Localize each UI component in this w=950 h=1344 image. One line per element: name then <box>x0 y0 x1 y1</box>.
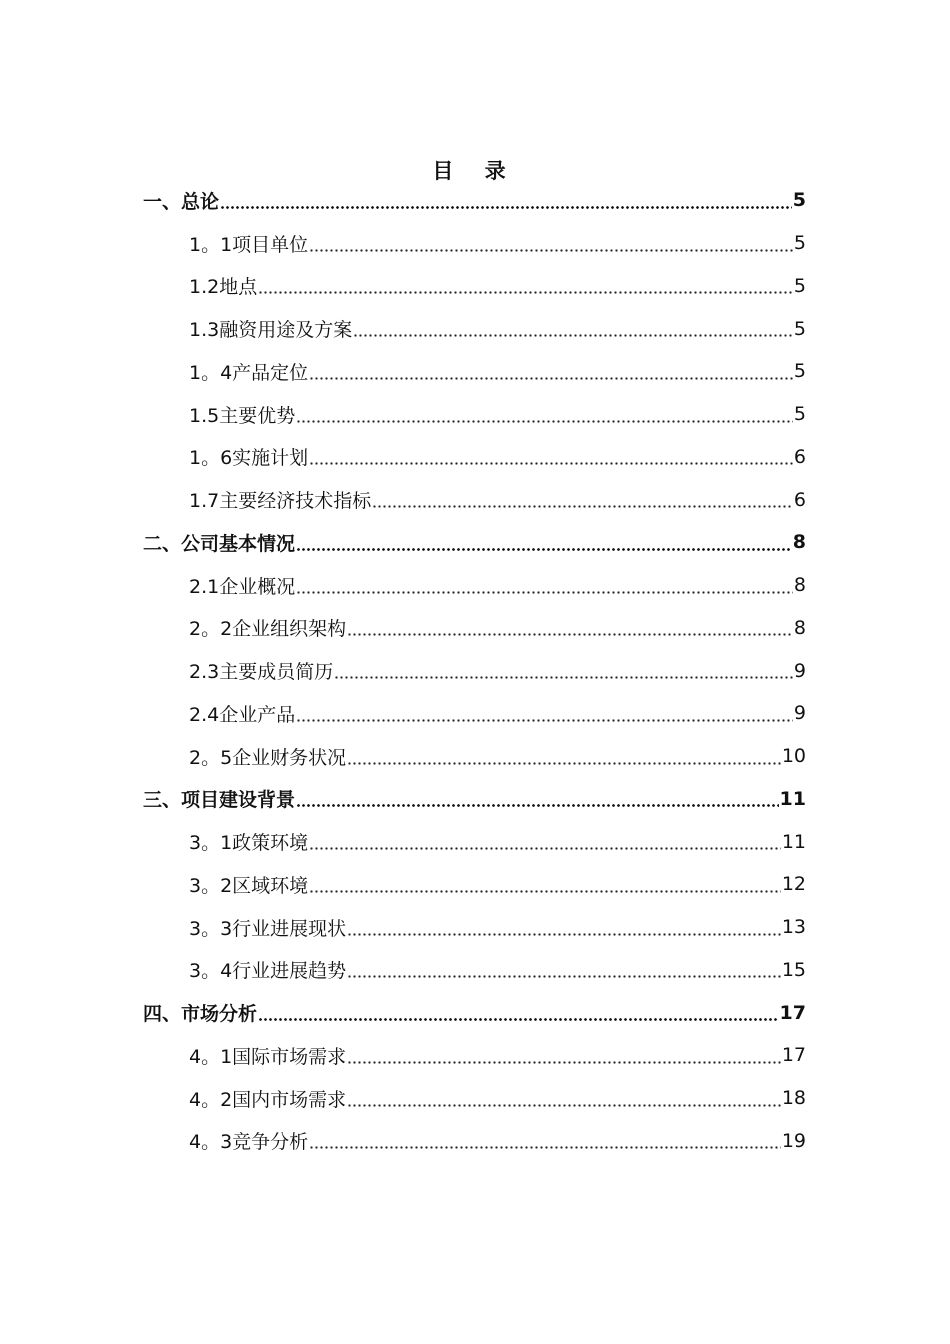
toc-entry-page-number: 11 <box>781 830 806 853</box>
toc-entry-page-number: 6 <box>793 445 806 468</box>
toc-dot-leader <box>296 702 793 725</box>
toc-dot-leader <box>220 189 792 212</box>
toc-entry-page-number: 9 <box>793 659 806 682</box>
toc-chapter-entry[interactable] <box>143 179 806 222</box>
toc-entry-page-number: 9 <box>793 702 806 725</box>
toc-entry-label: 3。1政策环境 <box>189 832 309 855</box>
toc-dot-leader <box>347 916 781 939</box>
toc-section-entry[interactable] <box>143 906 806 949</box>
toc-entry-label: 1.2地点 <box>189 276 258 299</box>
toc-section-entry[interactable] <box>143 1077 806 1120</box>
toc-dot-leader <box>353 317 793 340</box>
toc-dot-leader <box>309 232 793 255</box>
toc-entry-label: 2.3主要成员简历 <box>189 661 334 684</box>
toc-section-entry[interactable] <box>143 350 806 393</box>
toc-entry-page-number: 5 <box>793 360 806 383</box>
toc-dot-leader <box>296 787 779 810</box>
toc-entry-label: 四、市场分析 <box>143 1003 258 1026</box>
toc-section-entry[interactable] <box>143 393 806 436</box>
toc-dot-leader <box>309 830 781 853</box>
toc-entry-label: 三、项目建设背景 <box>143 789 296 812</box>
toc-entry-label: 1。1项目单位 <box>189 233 309 256</box>
toc-dot-leader <box>309 360 793 383</box>
toc-dot-leader <box>258 274 793 297</box>
toc-title: 目 录 <box>432 159 518 183</box>
toc-dot-leader <box>309 1129 781 1152</box>
toc-entry-label: 3。3行业进展现状 <box>189 917 347 940</box>
toc-list <box>143 179 806 1162</box>
toc-section-entry[interactable] <box>143 1034 806 1077</box>
toc-dot-leader <box>347 616 793 639</box>
toc-entry-page-number: 17 <box>779 1001 806 1024</box>
toc-entry-label: 4。1国际市场需求 <box>189 1045 347 1068</box>
toc-section-entry[interactable] <box>143 949 806 992</box>
toc-chapter-entry[interactable] <box>143 778 806 821</box>
toc-entry-page-number: 8 <box>792 531 806 554</box>
toc-entry-label: 一、总论 <box>143 190 220 213</box>
toc-entry-page-number: 17 <box>781 1044 806 1067</box>
toc-entry-page-number: 11 <box>779 787 806 810</box>
toc-section-entry[interactable] <box>143 607 806 650</box>
toc-chapter-entry[interactable] <box>143 521 806 564</box>
toc-entry-page-number: 10 <box>781 745 806 768</box>
toc-dot-leader <box>309 873 781 896</box>
toc-section-entry[interactable] <box>143 265 806 308</box>
toc-dot-leader <box>347 1044 781 1067</box>
toc-entry-page-number: 18 <box>781 1087 806 1110</box>
toc-section-entry[interactable] <box>143 436 806 479</box>
toc-entry-page-number: 12 <box>781 873 806 896</box>
toc-section-entry[interactable] <box>143 478 806 521</box>
toc-dot-leader <box>296 574 793 597</box>
toc-entry-label: 4。2国内市场需求 <box>189 1088 347 1111</box>
toc-entry-label: 1。6实施计划 <box>189 447 309 470</box>
toc-section-entry[interactable] <box>143 820 806 863</box>
toc-entry-label: 3。2区域环境 <box>189 874 309 897</box>
toc-dot-leader <box>258 1001 779 1024</box>
toc-dot-leader <box>296 403 793 426</box>
toc-entry-page-number: 19 <box>781 1129 806 1152</box>
toc-section-entry[interactable] <box>143 564 806 607</box>
toc-dot-leader <box>347 958 781 981</box>
toc-section-entry[interactable] <box>143 307 806 350</box>
toc-entry-page-number: 8 <box>793 616 806 639</box>
toc-entry-label: 2.4企业产品 <box>189 703 296 726</box>
toc-entry-label: 2。5企业财务状况 <box>189 746 347 769</box>
toc-entry-page-number: 13 <box>781 916 806 939</box>
toc-section-entry[interactable] <box>143 863 806 906</box>
toc-section-entry[interactable] <box>143 692 806 735</box>
toc-entry-page-number: 8 <box>793 574 806 597</box>
toc-entry-label: 4。3竞争分析 <box>189 1131 309 1154</box>
toc-entry-page-number: 5 <box>792 189 806 212</box>
toc-dot-leader <box>347 745 781 768</box>
toc-entry-label: 1.3融资用途及方案 <box>189 319 353 342</box>
toc-dot-leader <box>309 445 793 468</box>
toc-section-entry[interactable] <box>143 649 806 692</box>
toc-dot-leader <box>296 531 792 554</box>
toc-entry-label: 2.1企业概况 <box>189 575 296 598</box>
toc-entry-label: 2。2企业组织架构 <box>189 618 347 641</box>
toc-entry-page-number: 15 <box>781 958 806 981</box>
toc-entry-label: 1.7主要经济技术指标 <box>189 490 372 513</box>
toc-entry-page-number: 5 <box>793 274 806 297</box>
toc-entry-page-number: 5 <box>793 232 806 255</box>
toc-section-entry[interactable] <box>143 222 806 265</box>
toc-dot-leader <box>347 1087 781 1110</box>
toc-entry-label: 1。4产品定位 <box>189 361 309 384</box>
toc-entry-page-number: 5 <box>793 403 806 426</box>
toc-chapter-entry[interactable] <box>143 991 806 1034</box>
toc-entry-label: 3。4行业进展趋势 <box>189 960 347 983</box>
toc-section-entry[interactable] <box>143 735 806 778</box>
toc-entry-label: 1.5主要优势 <box>189 404 296 427</box>
toc-dot-leader <box>372 488 793 511</box>
toc-section-entry[interactable] <box>143 1120 806 1163</box>
toc-entry-page-number: 5 <box>793 317 806 340</box>
toc-entry-label: 二、公司基本情况 <box>143 532 296 555</box>
toc-entry-page-number: 6 <box>793 488 806 511</box>
toc-dot-leader <box>334 659 793 682</box>
